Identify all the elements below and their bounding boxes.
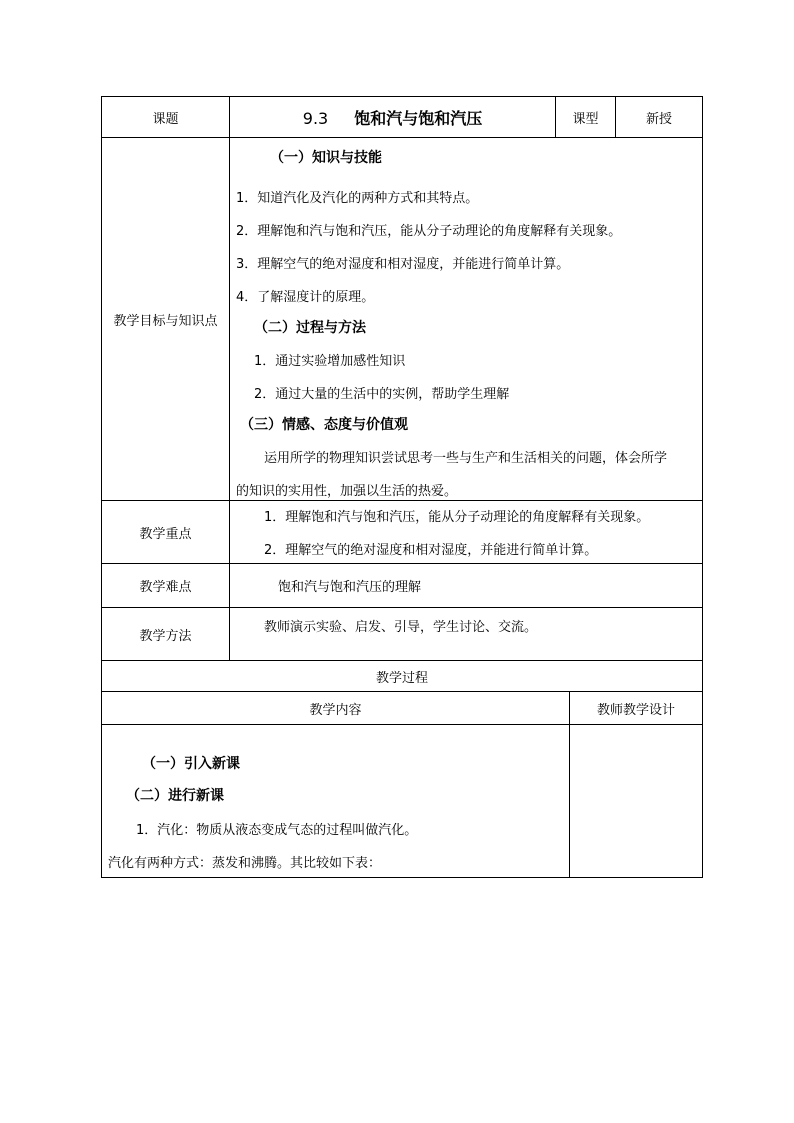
- intro-heading: （一）引入新课: [142, 755, 240, 772]
- teacher-design-cell: [570, 725, 703, 878]
- content-line: 1．汽化：物质从液态变成气态的过程叫做汽化。: [136, 822, 418, 838]
- process-title-row: [102, 661, 703, 692]
- title-row: [102, 97, 703, 138]
- key-point-item: 1．理解饱和汽与饱和汽压，能从分子动理论的角度解释有关现象。: [264, 510, 650, 525]
- section1-item: 1．知道汽化及汽化的两种方式和其特点。: [236, 191, 479, 206]
- difficulty-row: [102, 564, 703, 608]
- type-label: 课型: [556, 97, 616, 138]
- section3-title: （三）情感、态度与价值观: [240, 417, 408, 433]
- difficulty-label: 教学难点: [102, 564, 230, 608]
- objectives-row: [102, 138, 703, 501]
- section3-text: 运用所学的物理知识尝试思考一些与生产和生活相关的问题，体会所学: [264, 451, 668, 466]
- section2-title: （二）过程与方法: [254, 320, 366, 336]
- key-point-item: 2．理解空气的绝对湿度和相对湿度，并能进行简单计算。: [264, 543, 598, 558]
- type-value: 新授: [616, 97, 703, 138]
- process-content-row: [102, 725, 703, 878]
- objectives-label: 教学目标与知识点: [102, 138, 230, 501]
- key-points-label: 教学重点: [102, 501, 230, 564]
- new-lesson-heading: （二）进行新课: [126, 787, 224, 804]
- process-content: [102, 725, 570, 878]
- key-points-row: [102, 501, 703, 564]
- section3-text: 的知识的实用性，加强以生活的热爱。: [236, 484, 458, 499]
- lesson-plan-table: [101, 96, 703, 878]
- objectives-content: [230, 138, 703, 501]
- section1-item: 3．理解空气的绝对湿度和相对湿度，并能进行简单计算。: [236, 257, 570, 272]
- lesson-name: 饱和汽与饱和汽压: [354, 108, 483, 128]
- method-label: 教学方法: [102, 608, 230, 661]
- topic-label: 课题: [102, 97, 230, 138]
- difficulty-value: 饱和汽与饱和汽压的理解: [230, 564, 703, 608]
- content-line: 汽化有两种方式：蒸发和沸腾。其比较如下表：: [108, 855, 382, 871]
- section1-item: 2．理解饱和汽与饱和汽压，能从分子动理论的角度解释有关现象。: [236, 224, 622, 239]
- section2-item: 1．通过实验增加感性知识: [254, 354, 406, 369]
- lesson-title: [230, 97, 556, 138]
- process-header-row: [102, 692, 703, 725]
- method-value: 教师演示实验、启发、引导，学生讨论、交流。: [230, 608, 703, 661]
- method-row: [102, 608, 703, 661]
- section1-item: 4．了解湿度计的原理。: [236, 290, 375, 305]
- process-title: 教学过程: [102, 661, 703, 692]
- section1-title: （一）知识与技能: [270, 150, 382, 166]
- lesson-number: 9.3: [302, 108, 329, 128]
- col-content-header: 教学内容: [102, 692, 570, 725]
- col-design-header: 教师教学设计: [570, 692, 703, 725]
- key-points-content: [230, 501, 703, 564]
- section2-item: 2．通过大量的生活中的实例，帮助学生理解: [254, 387, 510, 402]
